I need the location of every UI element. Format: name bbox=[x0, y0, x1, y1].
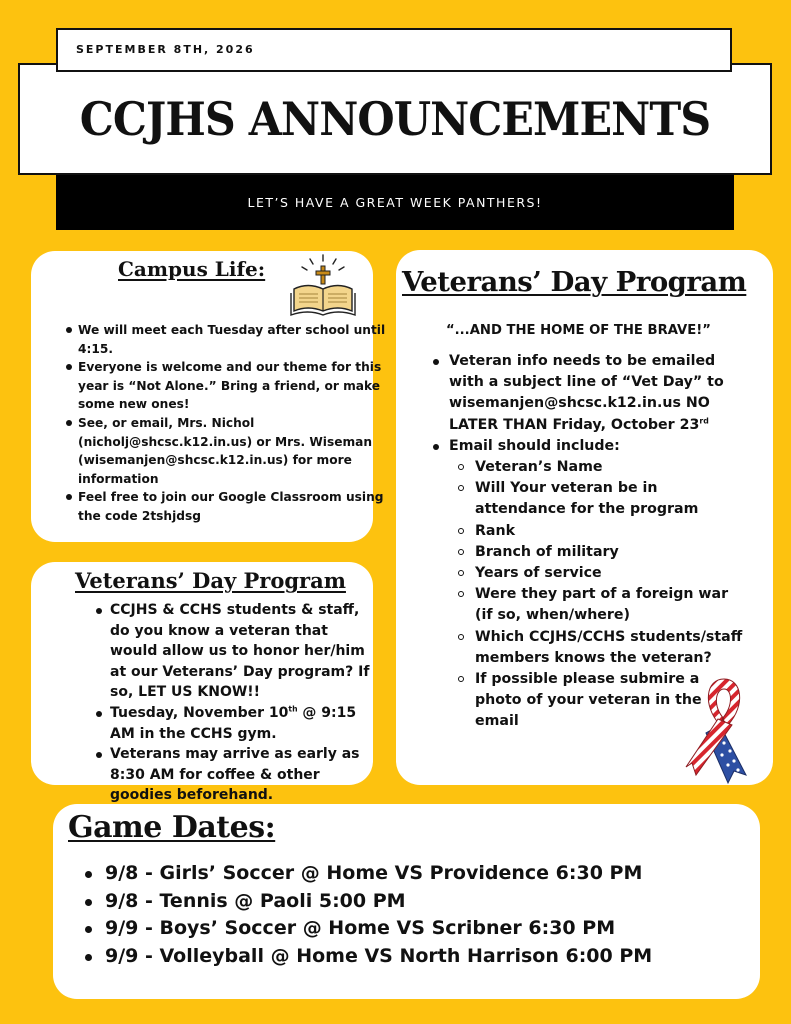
superscript: rd bbox=[699, 415, 709, 425]
list-item: 9/9 - Boys’ Soccer @ Home VS Scribner 6:30 PM bbox=[105, 915, 745, 943]
list-item-text: Tuesday, November 10 bbox=[110, 704, 289, 721]
veterans-subhead: “...AND THE HOME OF THE BRAVE!” bbox=[446, 323, 711, 338]
list-item: Everyone is welcome and our theme for this year is “Not Alone.” Bring a friend, or make some new ones! bbox=[78, 358, 398, 414]
list-item-text: @ 9:15 AM in the CCHS gym. bbox=[110, 704, 357, 742]
campus-life-card bbox=[31, 251, 386, 542]
sub-list-item: Rank bbox=[475, 521, 749, 542]
date-box bbox=[56, 28, 732, 72]
veterans-large-title: Veterans’ Day Program bbox=[402, 266, 747, 298]
list-item bbox=[449, 351, 749, 436]
game-dates-list bbox=[105, 860, 745, 970]
list-item-text: Email should include: bbox=[449, 437, 620, 454]
list-item: 9/9 - Volleyball @ Home VS North Harrison 6:00 PM bbox=[105, 943, 745, 971]
tagline-banner bbox=[56, 174, 734, 230]
sub-list-item: Which CCJHS/CCHS students/staff members knows the veteran? bbox=[475, 627, 749, 669]
game-dates-title: Game Dates: bbox=[68, 810, 276, 845]
flag-ribbon-icon bbox=[684, 675, 758, 785]
title-box bbox=[18, 63, 772, 175]
veterans-large-card bbox=[396, 250, 773, 785]
sub-list-item: Will Your veteran be in attendance for the program bbox=[475, 478, 749, 520]
superscript: th bbox=[288, 704, 298, 714]
list-item: 9/8 - Girls’ Soccer @ Home VS Providence 6:30 PM bbox=[105, 860, 745, 888]
header-date: SEPTEMBER 8TH, 2026 bbox=[76, 43, 255, 56]
list-item-text: Veteran info needs to be emailed with a subject line of “Vet Day” to wisemanjen@shcsc.k12.in.us NO LATER THAN Friday, October 23 bbox=[449, 353, 724, 433]
list-item bbox=[110, 703, 372, 744]
list-item: 9/8 - Tennis @ Paoli 5:00 PM bbox=[105, 888, 745, 916]
veterans-small-card bbox=[31, 562, 373, 804]
list-item: Veterans may arrive as early as 8:30 AM for coffee & other goodies beforehand. bbox=[110, 744, 372, 806]
sub-list-item: Branch of military bbox=[475, 542, 749, 563]
sub-list-item: Veteran’s Name bbox=[475, 457, 749, 478]
list-item: CCJHS & CCHS students & staff, do you know a veteran that would allow us to honor her/him at our Veterans’ Day program? If so, LET US KNOW!! bbox=[110, 600, 372, 703]
open-bible-icon bbox=[288, 253, 358, 319]
sub-list-item: If possible please submire a photo of your veteran in the email bbox=[475, 669, 749, 733]
campus-life-title: Campus Life: bbox=[118, 257, 266, 281]
page-title: CCJHS ANNOUNCEMENTS bbox=[79, 92, 711, 146]
sub-list-item: Years of service bbox=[475, 563, 749, 584]
list-item: We will meet each Tuesday after school until 4:15. bbox=[78, 321, 398, 358]
veterans-small-list bbox=[110, 600, 372, 806]
sub-list-item: Were they part of a foreign war (if so, when/where) bbox=[475, 584, 749, 626]
list-item: Feel free to join our Google Classroom using the code 2tshjdsg bbox=[78, 488, 398, 525]
tagline-text: LET’S HAVE A GREAT WEEK PANTHERS! bbox=[247, 194, 543, 210]
campus-life-list bbox=[78, 321, 398, 526]
game-dates-card bbox=[53, 804, 760, 999]
veterans-small-title: Veterans’ Day Program bbox=[75, 568, 346, 593]
list-item: See, or email, Mrs. Nichol (nicholj@shcsc.k12.in.us) or Mrs. Wiseman (wisemanjen@shcsc.k12.in.us) for more information bbox=[78, 414, 398, 488]
